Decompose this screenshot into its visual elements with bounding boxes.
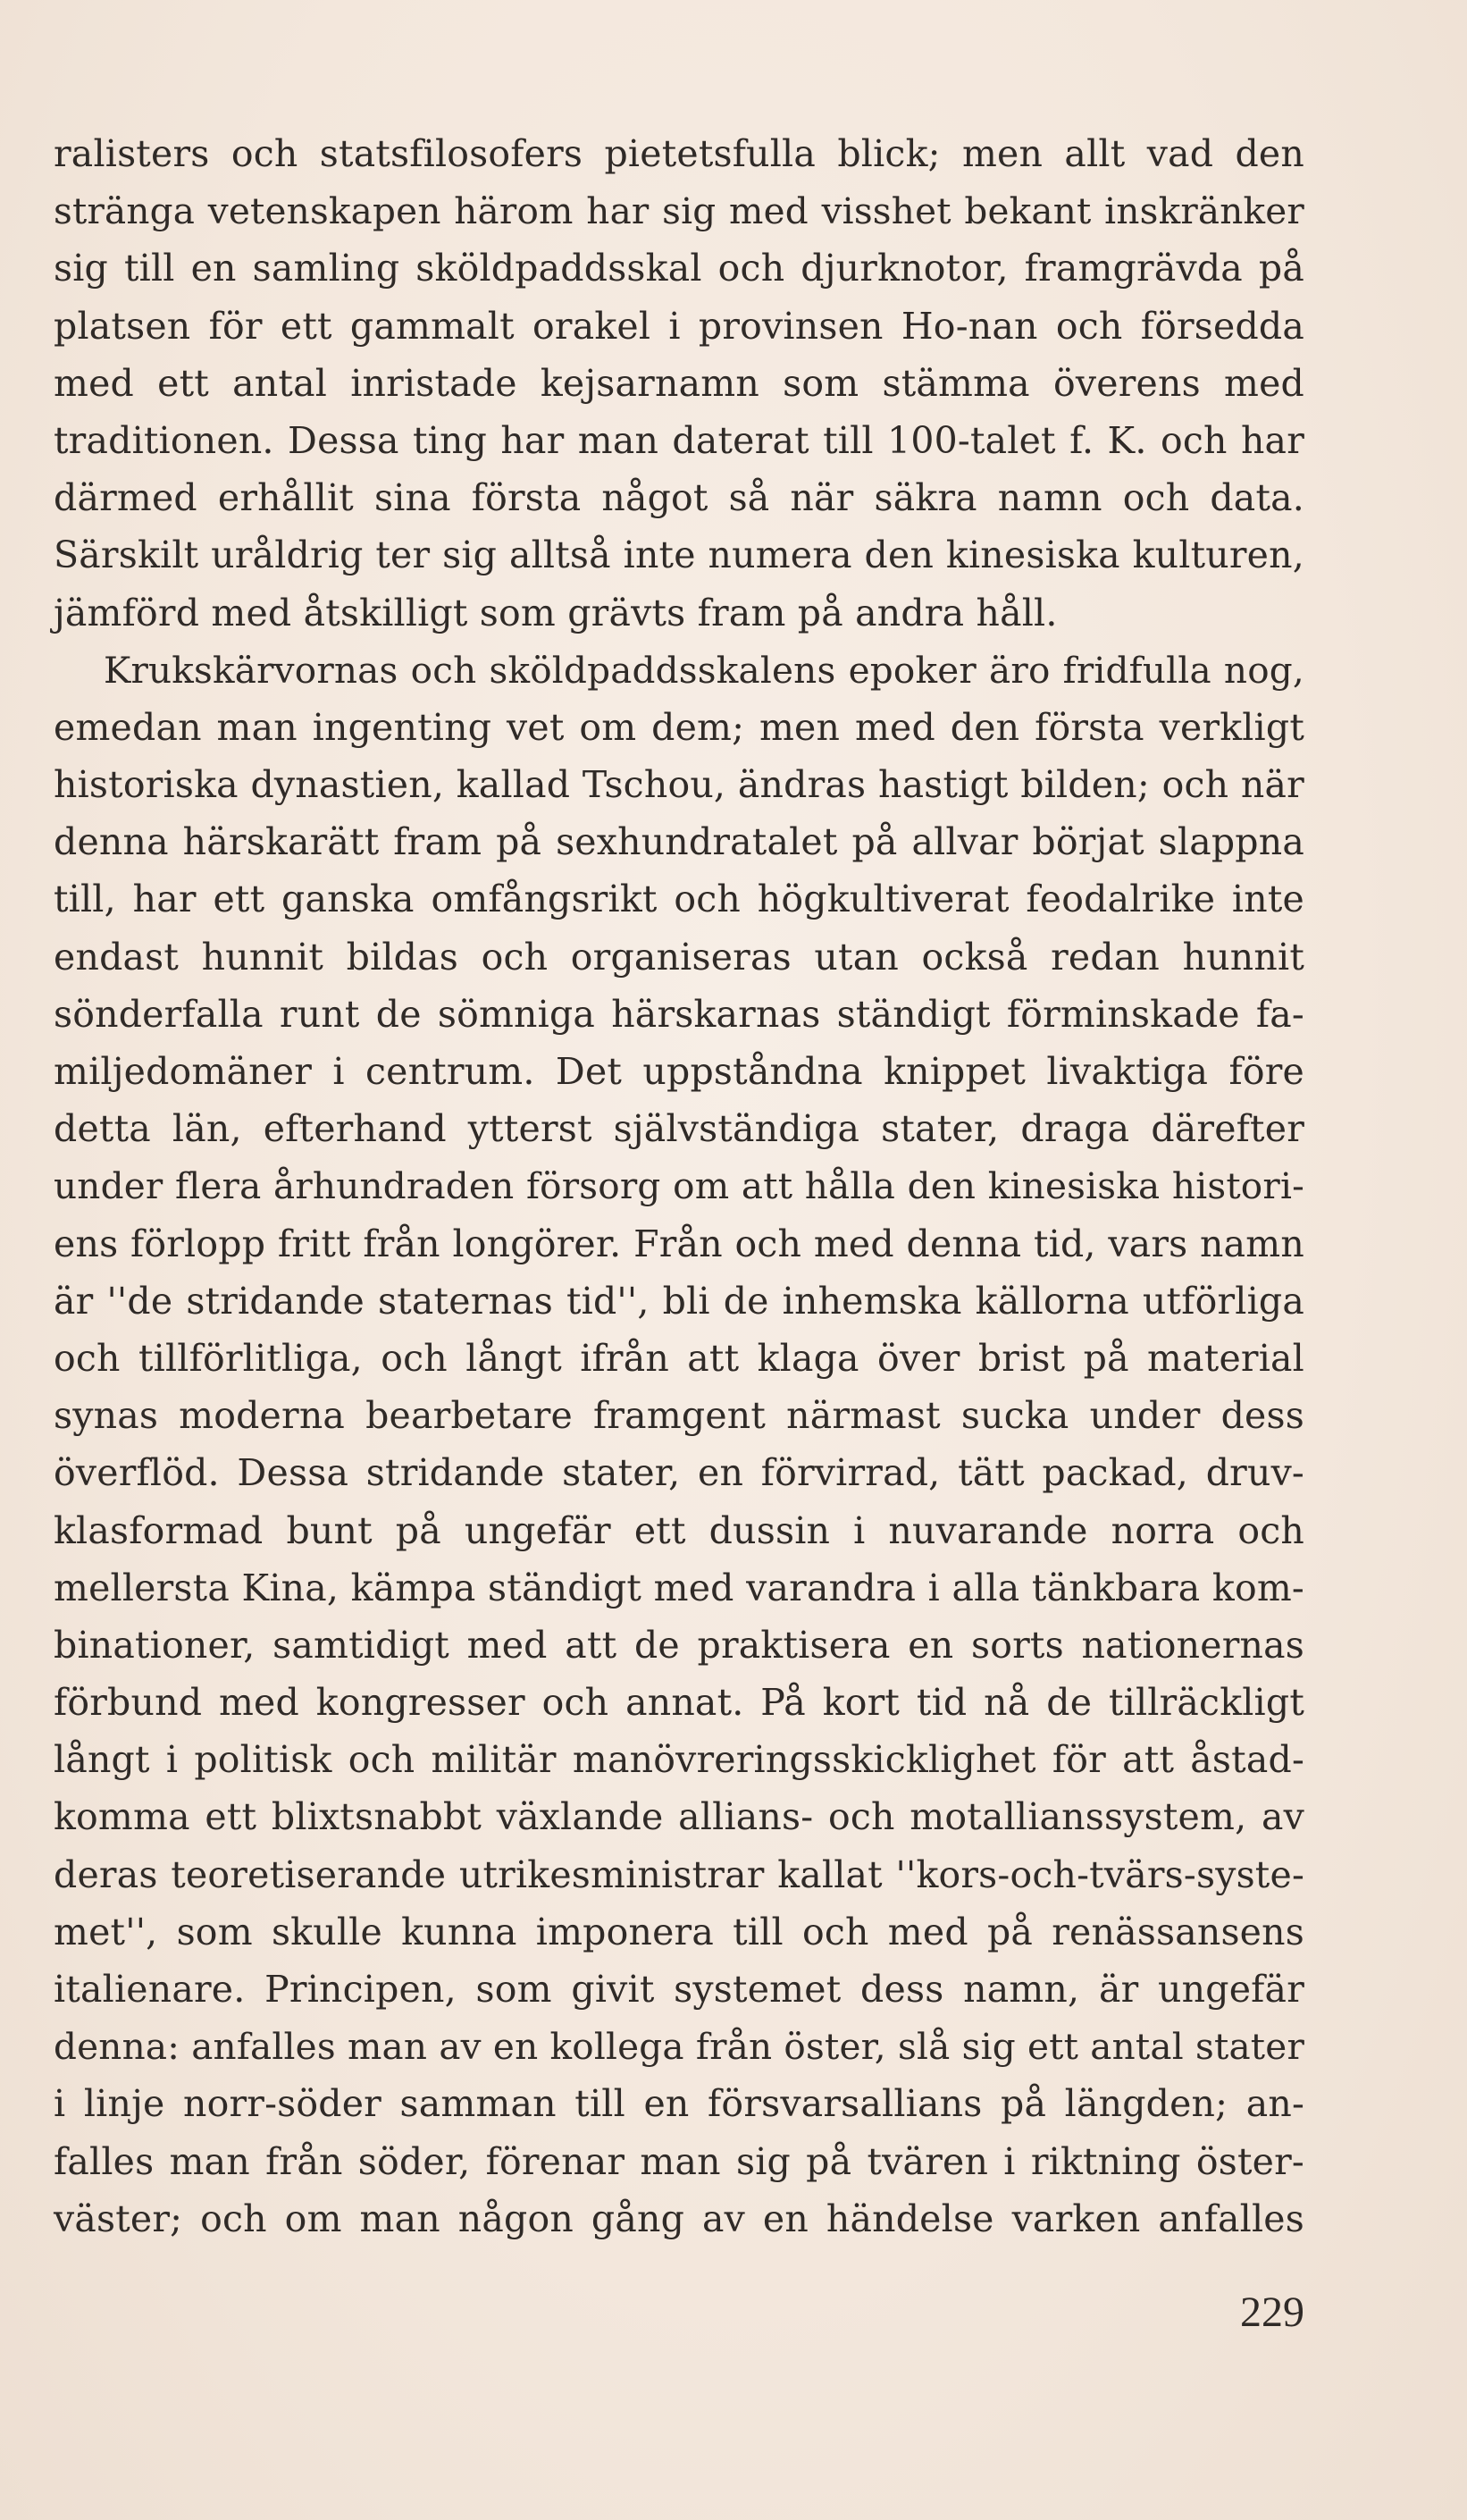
text-line: deras teoretiserande utrikesministrar kallat ''kors-och-tvärs-syste- [54, 1852, 1304, 1896]
text-line: därmed erhållit sina första något så när säkra namn och data. [54, 476, 1304, 520]
text-line: under flera århundraden försorg om att hålla den kinesiska histori- [54, 1164, 1304, 1208]
text-line: till, har ett ganska omfångsrikt och högkultiverat feodalrike inte [54, 878, 1304, 921]
text-line: historiska dynastien, kallad Tschou, ändras hastigt bilden; och när [54, 763, 1304, 807]
text-line: och tillförlitliga, och långt ifrån att klaga över brist på material [54, 1336, 1304, 1380]
text-line: komma ett blixtsnabbt växlande allians- och motallianssystem, av [54, 1795, 1304, 1839]
page-number: 229 [1240, 2289, 1304, 2336]
text-line: synas moderna bearbetare framgent närmast sucka under dess [54, 1394, 1304, 1438]
text-line: i linje norr-söder samman till en försvarsallians på längden; an- [54, 2082, 1304, 2126]
text-line: Särskilt uråldrig ter sig alltså inte numera den kinesiska kulturen, [54, 533, 1304, 577]
text-line: Krukskärvornas och sköldpaddsskalens epoker äro fridfulla nog, [104, 648, 1304, 692]
text-line: traditionen. Dessa ting har man daterat till 100-talet f. K. och har [54, 418, 1304, 462]
text-line: förbund med kongresser och annat. På kort tid nå de tillräckligt [54, 1681, 1304, 1725]
text-line: binationer, samtidigt med att de praktisera en sorts nationernas [54, 1623, 1304, 1667]
text-line: sönderfalla runt de sömniga härskarnas ständigt förminskade fa- [54, 992, 1304, 1036]
text-line: stränga vetenskapen härom har sig med visshet bekant inskränker [54, 189, 1304, 233]
text-line: långt i politisk och militär manövreringsskicklighet för att åstad- [54, 1738, 1304, 1782]
text-line: met'', som skulle kunna imponera till och med på renässansens [54, 1910, 1304, 1953]
text-line: detta län, efterhand ytterst självständiga stater, draga därefter [54, 1107, 1304, 1151]
text-line: italienare. Principen, som givit systemet dess namn, är ungefär [54, 1968, 1304, 2011]
text-line: falles man från söder, förenar man sig på tvären i riktning öster- [54, 2139, 1304, 2183]
text-line: överflöd. Dessa stridande stater, en förvirrad, tätt packad, druv- [54, 1451, 1304, 1495]
text-line: jämförd med åtskilligt som grävts fram på andra håll. [54, 591, 1058, 634]
text-line: sig till en samling sköldpaddsskal och djurknotor, framgrävda på [54, 247, 1304, 290]
text-line: mellersta Kina, kämpa ständigt med varandra i alla tänkbara kom- [54, 1566, 1304, 1609]
text-line: endast hunnit bildas och organiseras utan också redan hunnit [54, 935, 1304, 979]
text-line: emedan man ingenting vet om dem; men med den första verkligt [54, 705, 1304, 749]
text-line: väster; och om man någon gång av en händelse varken anfalles [54, 2197, 1304, 2240]
text-line: med ett antal inristade kejsarnamn som stämma överens med [54, 361, 1304, 405]
paragraph-2 [54, 642, 1304, 2247]
text-line: miljedomäner i centrum. Det uppståndna knippet livaktiga före [54, 1050, 1304, 1093]
text-line: platsen för ett gammalt orakel i provinsen Ho-nan och försedda [54, 304, 1304, 348]
text-line: ralisters och statsfilosofers pietetsfulla blick; men allt vad den [54, 132, 1304, 175]
text-line: är ''de stridande staternas tid'', bli de inhemska källorna utförliga [54, 1279, 1304, 1323]
text-line: denna: anfalles man av en kollega från öster, slå sig ett antal stater [54, 2025, 1304, 2069]
text-line: ens förlopp fritt från longörer. Från och med denna tid, vars namn [54, 1222, 1304, 1265]
page-body [54, 125, 1304, 2247]
paragraph-1 [54, 125, 1304, 642]
text-line: klasformad bunt på ungefär ett dussin i nuvarande norra och [54, 1508, 1304, 1552]
text-line: denna härskarätt fram på sexhundratalet på allvar börjat slappna [54, 820, 1304, 864]
